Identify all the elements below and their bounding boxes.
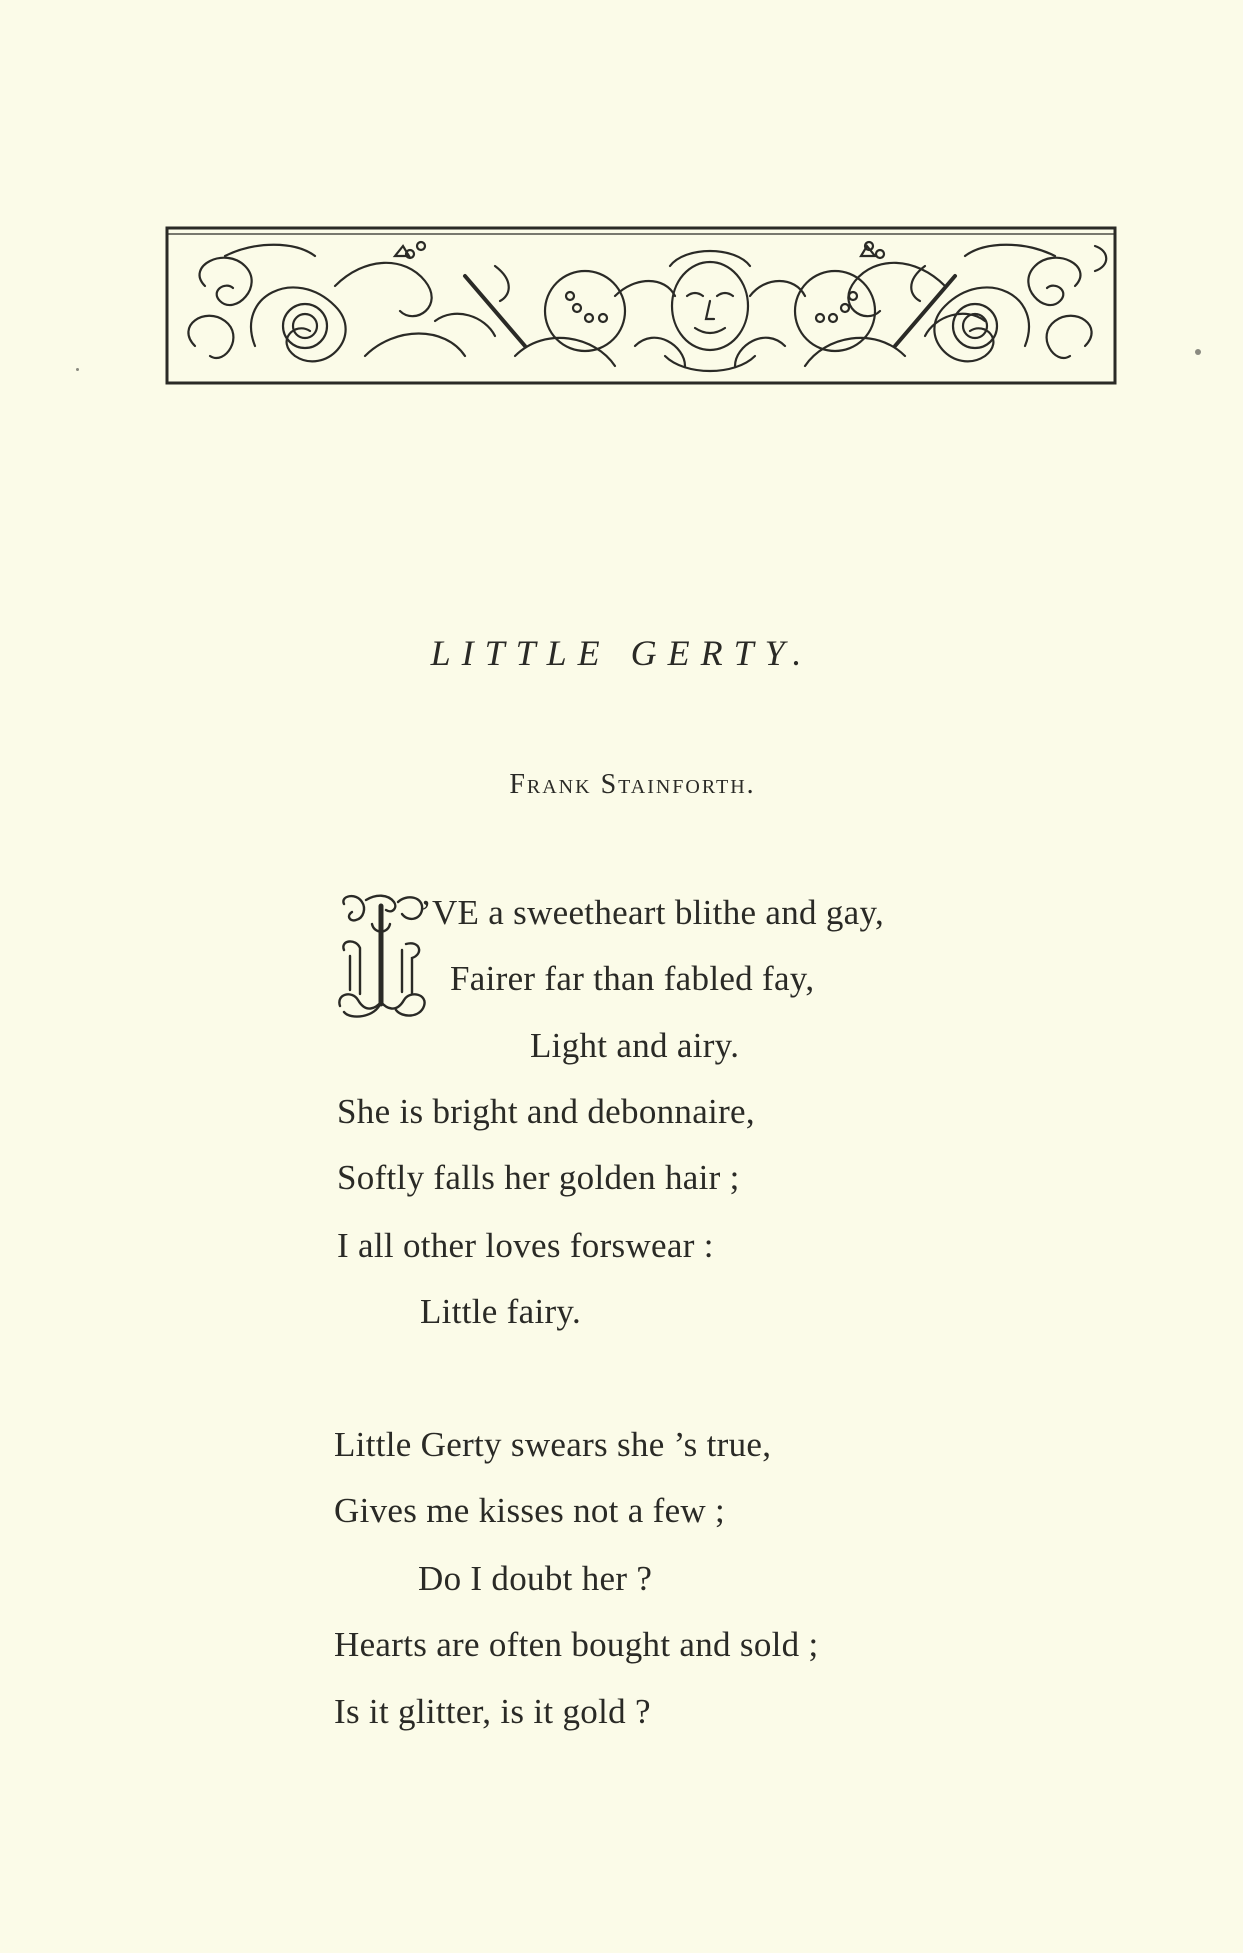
poem-line: Is it glitter, is it gold ? <box>334 1692 651 1731</box>
paper-speck <box>76 368 79 371</box>
poem-line: Gives me kisses not a few ; <box>334 1491 726 1530</box>
paper-speck <box>1195 349 1201 355</box>
ornamental-headpiece <box>165 226 1117 386</box>
poem-line: Do I doubt her ? <box>418 1559 653 1598</box>
poem-line: Light and airy. <box>530 1026 740 1065</box>
poem-author: Frank Stainforth. <box>509 769 756 800</box>
poem-title: LITTLE GERTY. <box>430 633 813 673</box>
poem-line: Little fairy. <box>420 1292 582 1331</box>
poem-line: Little Gerty swears she ’s true, <box>334 1425 772 1464</box>
poem-line: Hearts are often bought and sold ; <box>334 1625 819 1664</box>
poem-line: She is bright and debonnaire, <box>337 1092 755 1131</box>
ornamental-drop-cap <box>336 894 428 1020</box>
poem-line: ’VE a sweetheart blithe and gay, <box>420 893 885 932</box>
poem-line: Fairer far than fabled fay, <box>450 959 815 998</box>
poem-line: I all other loves forswear : <box>337 1226 714 1265</box>
poem-line: Softly falls her golden hair ; <box>337 1158 740 1197</box>
